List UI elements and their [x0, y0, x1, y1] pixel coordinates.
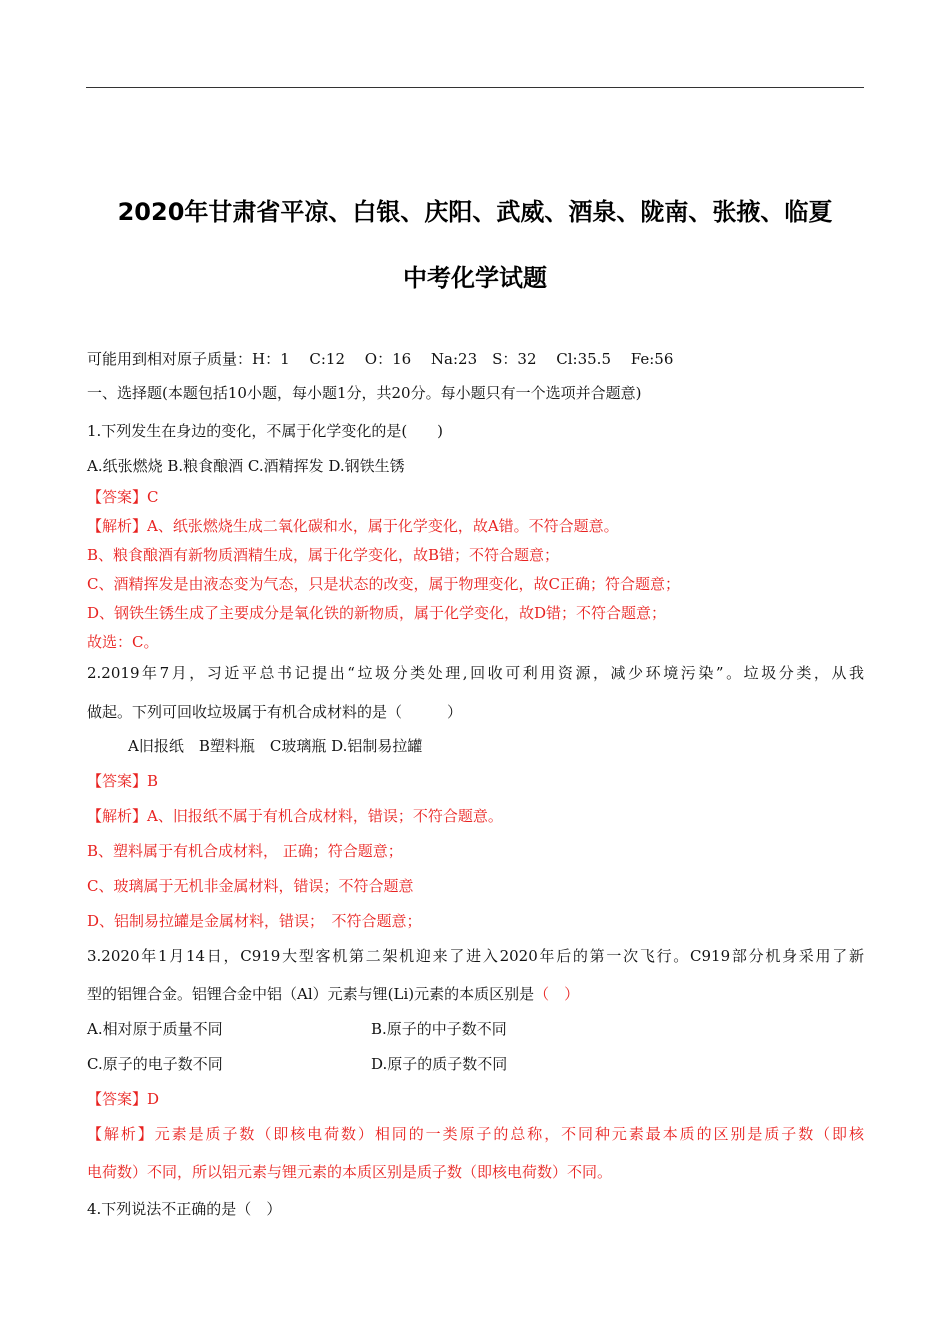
question-2-stem-line: 2.2019年7月，习近平总书记提出“垃圾分类处理,回收可利用资源，减少环境污染”。垃圾分类，从我: [87, 664, 864, 682]
document-title-line-2: 中考化学试题: [403, 264, 547, 292]
question-1-analysis-line: B、粮食酿酒有新物质酒精生成，属于化学变化，故B错；不符合题意；: [87, 546, 560, 564]
question-3-analysis-line: 电荷数）不同，所以铝元素与锂元素的本质区别是质子数（即核电荷数）不同。: [87, 1163, 613, 1181]
question-2-answer: 【答案】B: [87, 772, 159, 790]
question-3-answer-bracket: （ ）: [534, 985, 580, 1003]
question-2-stem-line: 做起。下列可回收垃圾属于有机合成材料的是（ ）: [87, 703, 463, 721]
question-1-options: A.纸张燃烧 B.粮食酿酒 C.酒精挥发 D.钢铁生锈: [87, 457, 405, 475]
header-rule: [86, 87, 864, 88]
question-3-stem-text: 型的铝锂合金。铝锂合金中铝（Al）元素与锂(Li)元素的本质区别是: [87, 985, 535, 1003]
question-2-analysis-line: 【解析】A、旧报纸不属于有机合成材料，错误；不符合题意。: [87, 807, 503, 825]
question-3-option-c: C.原子的电子数不同: [87, 1055, 223, 1073]
question-1-answer: 【答案】C: [87, 488, 159, 506]
question-1-analysis-line: D、钢铁生锈生成了主要成分是氧化铁的新物质，属于化学变化，故D错；不符合题意；: [87, 604, 667, 622]
question-3-option-b: B.原子的中子数不同: [371, 1020, 507, 1038]
question-1-analysis-line: C、酒精挥发是由液态变为气态，只是状态的改变，属于物理变化，故C正确；符合题意；: [87, 575, 680, 593]
question-2-analysis-line: B、塑料属于有机合成材料， 正确；符合题意；: [87, 842, 403, 860]
document-title-line-1: 2020年甘肃省平凉、白银、庆阳、武威、酒泉、陇南、张掖、临夏: [117, 198, 833, 226]
atomic-mass-note: 可能用到相对原子质量：H：1 C:12 O：16 Na:23 S：32 Cl:35.5 Fe:56: [87, 350, 674, 368]
question-1-stem: 1.下列发生在身边的变化，不属于化学变化的是( ): [87, 422, 444, 440]
question-2-options: A旧报纸 B塑料瓶 C玻璃瓶 D.铝制易拉罐: [128, 737, 423, 755]
question-1-analysis-line: 故选：C。: [87, 633, 159, 651]
question-3-option-a: A.相对原于质量不同: [87, 1020, 223, 1038]
section-heading: 一、选择题(本题包括10小题，每小题1分，共20分。每小题只有一个选项并合题意): [87, 384, 642, 402]
question-3-analysis-line: 【解析】元素是质子数（即核电荷数）相同的一类原子的总称，不同种元素最本质的区别是质子数（即核: [87, 1125, 864, 1143]
question-3-stem-line: 3.2020年1月14日，C919大型客机第二架机迎来了进入2020年后的第一次飞行。C919部分机身采用了新: [87, 947, 864, 965]
question-3-answer: 【答案】D: [87, 1090, 160, 1108]
question-2-analysis-line: C、玻璃属于无机非金属材料，错误；不符合题意: [87, 877, 414, 895]
question-4-stem: 4.下列说法不正确的是（ ）: [87, 1200, 282, 1218]
question-3-option-d: D.原子的质子数不同: [371, 1055, 508, 1073]
question-1-analysis-line: 【解析】A、纸张燃烧生成二氧化碳和水，属于化学变化，故A错。不符合题意。: [87, 517, 619, 535]
question-2-analysis-line: D、铝制易拉罐是金属材料，错误； 不符合题意；: [87, 912, 422, 930]
question-3-stem-line: [87, 984, 579, 1004]
